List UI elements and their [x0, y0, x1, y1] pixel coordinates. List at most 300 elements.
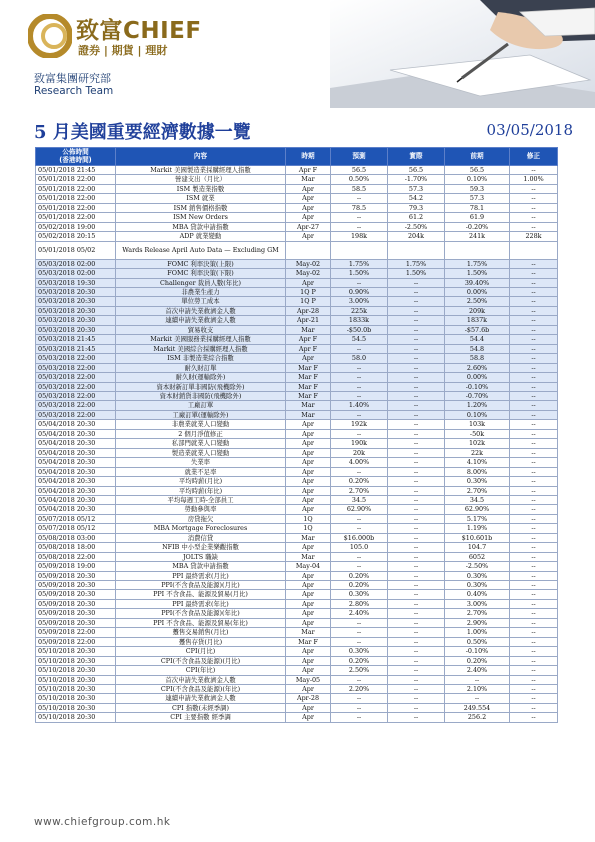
table-row	[36, 562, 558, 571]
table-row	[36, 458, 558, 467]
department-name: 致富集團研究部	[34, 72, 111, 85]
cell-event: 資本財新訂單非國防(飛機除外)	[116, 382, 286, 391]
cell-time: 05/02/2018 20:15	[36, 232, 116, 241]
cell-event: 資本財銷貨非國防(飛機除外)	[116, 391, 286, 400]
cell-previous: 0.30%	[445, 571, 510, 580]
cell-time: 05/10/2018 20:30	[36, 666, 116, 675]
cell-period: Mar	[286, 552, 331, 561]
cell-time: 05/03/2018 22:00	[36, 410, 116, 419]
cell-previous: 1837k	[445, 316, 510, 325]
cell-time: 05/03/2018 21:45	[36, 335, 116, 344]
cell-period: Mar	[286, 533, 331, 542]
cell-period: Mar	[286, 325, 331, 334]
cell-period: Apr	[286, 703, 331, 712]
cell-period: Mar	[286, 410, 331, 419]
cell-previous: -$57.6b	[445, 325, 510, 334]
table-row	[36, 694, 558, 703]
cell-time: 05/04/2018 20:30	[36, 458, 116, 467]
cell-event: MBA 貸款申請指數	[116, 222, 286, 231]
cell-time: 05/03/2018 20:30	[36, 306, 116, 315]
cell-actual: --	[388, 420, 445, 429]
cell-revised: --	[510, 222, 558, 231]
cell-revised: --	[510, 458, 558, 467]
cell-forecast: --	[331, 713, 388, 722]
cell-actual: --	[388, 618, 445, 627]
cell-event: 連續申請失業救濟金人數	[116, 694, 286, 703]
cell-event: PPI 不含食品、能源及貿易(月比)	[116, 590, 286, 599]
cell-previous: -0.20%	[445, 222, 510, 231]
page-title: 5 月美國重要經濟數據一覽	[34, 122, 251, 143]
cell-previous: 59.3	[445, 184, 510, 193]
table-row	[36, 656, 558, 665]
cell-period: Apr	[286, 609, 331, 618]
cell-revised: --	[510, 562, 558, 571]
table-row	[36, 306, 558, 315]
cell-forecast: 1833k	[331, 316, 388, 325]
cell-actual: -2.50%	[388, 222, 445, 231]
column-header-time: 公佈時間 (香港時間)	[36, 148, 116, 166]
table-row	[36, 410, 558, 419]
cell-actual: --	[388, 495, 445, 504]
cell-previous: 0.50%	[445, 637, 510, 646]
cell-revised: --	[510, 637, 558, 646]
cell-period: Apr	[286, 581, 331, 590]
cell-previous: 1.20%	[445, 401, 510, 410]
cell-time: 05/10/2018 20:30	[36, 647, 116, 656]
cell-time: 05/01/2018 22:00	[36, 175, 116, 184]
cell-time: 05/01/2018 22:00	[36, 194, 116, 203]
cell-forecast: --	[331, 618, 388, 627]
cell-forecast: --	[331, 675, 388, 684]
cell-revised: --	[510, 581, 558, 590]
hand-writing-illustration	[330, 0, 595, 108]
cell-revised: --	[510, 344, 558, 353]
cell-period: Apr	[286, 420, 331, 429]
table-row	[36, 637, 558, 646]
cell-actual: --	[388, 477, 445, 486]
cell-period: Apr	[286, 184, 331, 193]
table-row	[36, 467, 558, 476]
cell-event: CPI(年比)	[116, 666, 286, 675]
cell-revised: --	[510, 439, 558, 448]
cell-forecast: 54.5	[331, 335, 388, 344]
cell-forecast: -$50.0b	[331, 325, 388, 334]
cell-period: Apr	[286, 495, 331, 504]
cell-forecast: 0.20%	[331, 477, 388, 486]
cell-time: 05/01/2018 21:45	[36, 166, 116, 175]
table-row	[36, 609, 558, 618]
cell-time: 05/10/2018 20:30	[36, 703, 116, 712]
column-header-period: 時期	[286, 148, 331, 166]
brand-name: 致富CHIEF	[76, 18, 202, 44]
cell-time: 05/07/2018 05/12	[36, 524, 116, 533]
cell-event: 平均每週工時-全部員工	[116, 495, 286, 504]
cell-period: Apr-27	[286, 222, 331, 231]
cell-period: Apr	[286, 354, 331, 363]
cell-revised: --	[510, 391, 558, 400]
cell-revised: --	[510, 213, 558, 222]
table-row	[36, 666, 558, 675]
cell-revised: --	[510, 363, 558, 372]
cell-previous: 61.9	[445, 213, 510, 222]
cell-previous: 0.10%	[445, 410, 510, 419]
title-row	[0, 118, 595, 144]
cell-forecast: --	[331, 703, 388, 712]
cell-forecast: 20k	[331, 448, 388, 457]
table-row	[36, 477, 558, 486]
table-row	[36, 241, 558, 259]
cell-actual: --	[388, 694, 445, 703]
table-row	[36, 278, 558, 287]
cell-forecast: 4.00%	[331, 458, 388, 467]
department-name-english: Research Team	[34, 85, 114, 97]
cell-revised: --	[510, 666, 558, 675]
cell-period: Apr	[286, 571, 331, 580]
cell-event: ISM 非製造業綜合指數	[116, 354, 286, 363]
cell-previous: -2.50%	[445, 562, 510, 571]
column-header-event: 內容	[116, 148, 286, 166]
cell-time: 05/10/2018 20:30	[36, 656, 116, 665]
cell-previous: 1.50%	[445, 269, 510, 278]
cell-revised: --	[510, 335, 558, 344]
cell-previous: 3.00%	[445, 599, 510, 608]
table-row	[36, 316, 558, 325]
cell-period: Mar F	[286, 391, 331, 400]
cell-revised: --	[510, 590, 558, 599]
table-row	[36, 325, 558, 334]
cell-event: PPI 最終需求(年比)	[116, 599, 286, 608]
cell-forecast: 0.30%	[331, 647, 388, 656]
cell-event: FOMC 利率決策(下限)	[116, 269, 286, 278]
cell-forecast: 0.50%	[331, 175, 388, 184]
cell-forecast: 1.40%	[331, 401, 388, 410]
cell-previous: 2.90%	[445, 618, 510, 627]
cell-actual: 56.5	[388, 166, 445, 175]
cell-previous: 2.40%	[445, 666, 510, 675]
cell-forecast: --	[331, 344, 388, 353]
cell-previous: 104.7	[445, 543, 510, 552]
table-row	[36, 495, 558, 504]
cell-revised: --	[510, 297, 558, 306]
cell-previous: -0.10%	[445, 647, 510, 656]
cell-previous: 54.8	[445, 344, 510, 353]
cell-event: 私部門就業人口變動	[116, 439, 286, 448]
cell-previous: -0.70%	[445, 391, 510, 400]
cell-previous: -0.10%	[445, 382, 510, 391]
cell-forecast: --	[331, 429, 388, 438]
cell-previous: 56.5	[445, 166, 510, 175]
cell-previous: 0.20%	[445, 656, 510, 665]
cell-forecast: 1.50%	[331, 269, 388, 278]
cell-time: 05/09/2018 20:30	[36, 590, 116, 599]
cell-revised: --	[510, 543, 558, 552]
table-row	[36, 297, 558, 306]
table-row	[36, 514, 558, 523]
cell-actual: --	[388, 316, 445, 325]
cell-forecast: --	[331, 637, 388, 646]
cell-period: Apr F	[286, 335, 331, 344]
cell-time: 05/04/2018 20:30	[36, 439, 116, 448]
cell-time: 05/03/2018 22:00	[36, 354, 116, 363]
cell-previous: 0.40%	[445, 590, 510, 599]
cell-actual	[388, 241, 445, 259]
cell-forecast: 78.5	[331, 203, 388, 212]
cell-period: Apr	[286, 543, 331, 552]
cell-revised: --	[510, 184, 558, 193]
cell-event: CPI 指數(未經季調)	[116, 703, 286, 712]
cell-event: CPI(不含食品及能源)(年比)	[116, 685, 286, 694]
cell-revised: --	[510, 448, 558, 457]
cell-time: 05/09/2018 20:30	[36, 571, 116, 580]
cell-previous: 103k	[445, 420, 510, 429]
cell-previous: 1.19%	[445, 524, 510, 533]
cell-event: CPI 主要指數 經季調	[116, 713, 286, 722]
table-header-row	[36, 148, 558, 166]
cell-previous: 241k	[445, 232, 510, 241]
table-row	[36, 533, 558, 542]
cell-forecast: --	[331, 382, 388, 391]
footer-website: www.chiefgroup.com.hk	[34, 816, 171, 828]
cell-period: Mar	[286, 628, 331, 637]
cell-actual: --	[388, 278, 445, 287]
cell-event: 2 個月淨值修正	[116, 429, 286, 438]
cell-revised: --	[510, 609, 558, 618]
cell-previous: 58.8	[445, 354, 510, 363]
cell-actual: --	[388, 287, 445, 296]
table-row	[36, 213, 558, 222]
cell-actual: 1.75%	[388, 259, 445, 268]
cell-period: Mar	[286, 175, 331, 184]
cell-actual: --	[388, 685, 445, 694]
cell-forecast: 192k	[331, 420, 388, 429]
cell-previous: 1.00%	[445, 628, 510, 637]
cell-previous: 6052	[445, 552, 510, 561]
column-header-previous: 前期	[445, 148, 510, 166]
cell-actual: --	[388, 448, 445, 457]
cell-time: 05/03/2018 22:00	[36, 391, 116, 400]
cell-period: Mar	[286, 401, 331, 410]
cell-time: 05/03/2018 02:00	[36, 259, 116, 268]
cell-event: ISM 就業	[116, 194, 286, 203]
cell-event: PPI 最終需求(月比)	[116, 571, 286, 580]
cell-period: Apr	[286, 685, 331, 694]
cell-revised: --	[510, 656, 558, 665]
cell-previous: 2.60%	[445, 363, 510, 372]
table-row	[36, 486, 558, 495]
cell-forecast: --	[331, 628, 388, 637]
cell-time: 05/09/2018 20:30	[36, 609, 116, 618]
cell-period: Apr	[286, 448, 331, 457]
cell-forecast: 190k	[331, 439, 388, 448]
cell-previous: 102k	[445, 439, 510, 448]
cell-time: 05/03/2018 19:30	[36, 278, 116, 287]
cell-forecast: 3.00%	[331, 297, 388, 306]
cell-period: Apr	[286, 647, 331, 656]
cell-time: 05/08/2018 03:00	[36, 533, 116, 542]
cell-event: 躉售交易銷售(月比)	[116, 628, 286, 637]
cell-time: 05/09/2018 20:30	[36, 581, 116, 590]
cell-event: FOMC 利率決策(上限)	[116, 259, 286, 268]
cell-forecast: 105.0	[331, 543, 388, 552]
cell-actual: --	[388, 703, 445, 712]
cell-revised: --	[510, 713, 558, 722]
cell-actual: --	[388, 571, 445, 580]
cell-forecast: --	[331, 514, 388, 523]
cell-event: 首次申請失業救濟金人數	[116, 675, 286, 684]
cell-period: Apr	[286, 477, 331, 486]
table-row	[36, 505, 558, 514]
cell-actual: --	[388, 344, 445, 353]
table-row	[36, 382, 558, 391]
cell-period: 1Q	[286, 524, 331, 533]
table-row	[36, 259, 558, 268]
cell-previous: 0.00%	[445, 287, 510, 296]
table-row	[36, 581, 558, 590]
cell-actual: --	[388, 410, 445, 419]
cell-event: 製造業就業人口變動	[116, 448, 286, 457]
cell-time: 05/09/2018 20:30	[36, 618, 116, 627]
cell-event: 房貸拖欠	[116, 514, 286, 523]
cell-actual: --	[388, 533, 445, 542]
table-row	[36, 552, 558, 561]
cell-actual: --	[388, 562, 445, 571]
cell-forecast: 225k	[331, 306, 388, 315]
table-row	[36, 675, 558, 684]
cell-actual: --	[388, 666, 445, 675]
cell-time: 05/10/2018 20:30	[36, 675, 116, 684]
cell-time: 05/01/2018 22:00	[36, 213, 116, 222]
cell-event: Wards Release April Auto Data — Excluding GM	[116, 241, 286, 259]
cell-actual: --	[388, 609, 445, 618]
cell-period: Apr	[286, 713, 331, 722]
cell-forecast: --	[331, 213, 388, 222]
cell-previous: 0.30%	[445, 477, 510, 486]
table-row	[36, 363, 558, 372]
brand-tagline: 證券 | 期貨 | 理財	[78, 44, 168, 57]
cell-event: CPI(月比)	[116, 647, 286, 656]
cell-previous: 1.75%	[445, 259, 510, 268]
table-row	[36, 354, 558, 363]
cell-revised: --	[510, 533, 558, 542]
cell-actual: 61.2	[388, 213, 445, 222]
cell-forecast: --	[331, 552, 388, 561]
cell-event: 躉售存貨(月比)	[116, 637, 286, 646]
cell-revised: --	[510, 675, 558, 684]
cell-event: 平均時薪(月比)	[116, 477, 286, 486]
cell-previous: 2.70%	[445, 486, 510, 495]
cell-time: 05/10/2018 20:30	[36, 685, 116, 694]
cell-period: Mar F	[286, 363, 331, 372]
cell-period: May-05	[286, 675, 331, 684]
cell-revised: --	[510, 420, 558, 429]
cell-time: 05/03/2018 22:00	[36, 373, 116, 382]
cell-actual: --	[388, 467, 445, 476]
table-row	[36, 448, 558, 457]
cell-event: Challenger 裁員人數(年比)	[116, 278, 286, 287]
table-row	[36, 222, 558, 231]
cell-previous: 4.10%	[445, 458, 510, 467]
cell-period: Mar F	[286, 373, 331, 382]
cell-event: PPI 不含食品、能源及貿易(年比)	[116, 618, 286, 627]
cell-time: 05/08/2018 18:00	[36, 543, 116, 552]
table-row	[36, 166, 558, 175]
cell-previous: 2.50%	[445, 297, 510, 306]
cell-time: 05/04/2018 20:30	[36, 495, 116, 504]
cell-revised: --	[510, 166, 558, 175]
cell-forecast: 2.50%	[331, 666, 388, 675]
cell-actual: 54.2	[388, 194, 445, 203]
cell-event: 工廠訂單	[116, 401, 286, 410]
cell-event: PPI(不含食品及能源)(月比)	[116, 581, 286, 590]
cell-period: Apr	[286, 213, 331, 222]
cell-forecast: 2.80%	[331, 599, 388, 608]
cell-revised: --	[510, 382, 558, 391]
cell-time: 05/04/2018 20:30	[36, 429, 116, 438]
cell-time: 05/03/2018 22:00	[36, 382, 116, 391]
table-row	[36, 703, 558, 712]
cell-time: 05/09/2018 22:00	[36, 637, 116, 646]
table-row	[36, 401, 558, 410]
cell-revised: --	[510, 269, 558, 278]
cell-forecast: --	[331, 373, 388, 382]
cell-time: 05/03/2018 20:30	[36, 297, 116, 306]
table-row	[36, 571, 558, 580]
cell-revised: --	[510, 628, 558, 637]
page-date: 03/05/2018	[486, 121, 573, 139]
cell-period: Apr F	[286, 344, 331, 353]
column-header-revised: 修正	[510, 148, 558, 166]
cell-period: Apr	[286, 505, 331, 514]
cell-actual: --	[388, 429, 445, 438]
cell-revised: --	[510, 495, 558, 504]
cell-time: 05/01/2018 22:00	[36, 184, 116, 193]
economic-data-table	[35, 147, 558, 723]
table-row	[36, 335, 558, 344]
cell-previous: -50k	[445, 429, 510, 438]
cell-event: 單位勞工成本	[116, 297, 286, 306]
cell-revised: --	[510, 618, 558, 627]
cell-forecast: 0.20%	[331, 581, 388, 590]
cell-time: 05/09/2018 19:00	[36, 562, 116, 571]
cell-period: Apr	[286, 203, 331, 212]
cell-forecast: 58.5	[331, 184, 388, 193]
cell-time: 05/01/2018 05/02	[36, 241, 116, 259]
cell-previous: 0.10%	[445, 175, 510, 184]
cell-period: Apr	[286, 429, 331, 438]
cell-actual: 204k	[388, 232, 445, 241]
cell-event: 貿易收支	[116, 325, 286, 334]
cell-previous: 62.90%	[445, 505, 510, 514]
cell-revised: --	[510, 203, 558, 212]
cell-event: ISM 銷售價格指數	[116, 203, 286, 212]
cell-period: May-04	[286, 562, 331, 571]
cell-previous: 0.30%	[445, 581, 510, 590]
cell-event: Markit 美國綜合採購經理人指數	[116, 344, 286, 353]
cell-forecast: 2.20%	[331, 685, 388, 694]
cell-period: 1Q P	[286, 297, 331, 306]
table-row	[36, 628, 558, 637]
cell-time: 05/04/2018 20:30	[36, 477, 116, 486]
cell-period: Mar F	[286, 382, 331, 391]
cell-period: Apr	[286, 458, 331, 467]
cell-period: Apr F	[286, 166, 331, 175]
cell-time: 05/03/2018 22:00	[36, 363, 116, 372]
cell-period: Apr	[286, 590, 331, 599]
cell-forecast	[331, 241, 388, 259]
cell-revised: --	[510, 306, 558, 315]
cell-event: CPI(不含食品及能源)(月比)	[116, 656, 286, 665]
cell-period: May-02	[286, 259, 331, 268]
